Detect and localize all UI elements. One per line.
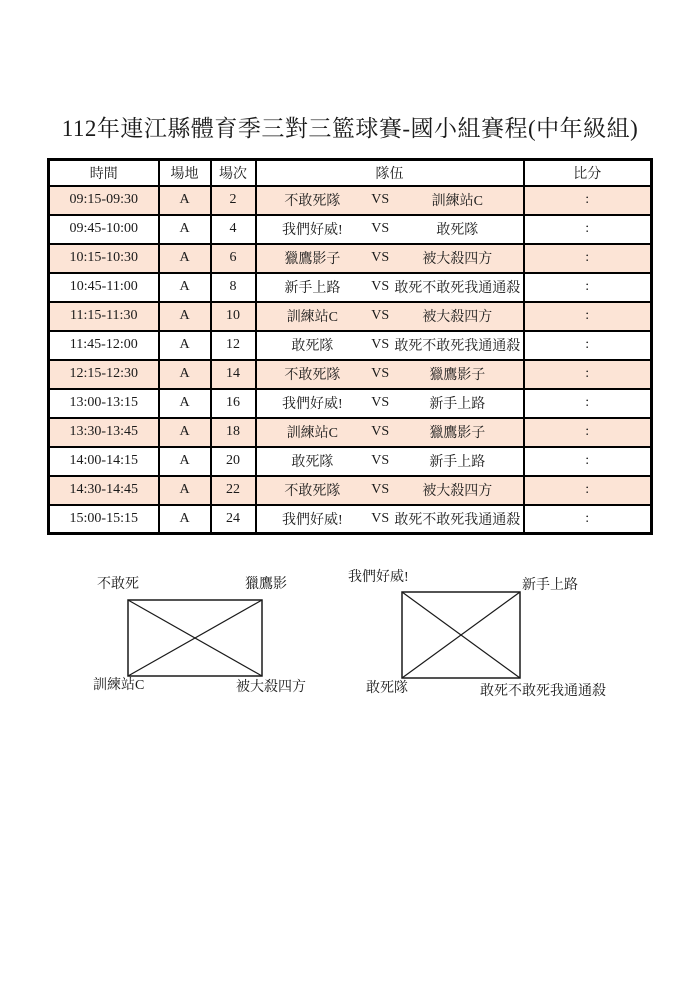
venue-cell: A [159,331,211,360]
bracket-team-label: 不敢死 [97,577,139,592]
header-teams: 隊伍 [256,160,524,186]
time-cell: 09:15-09:30 [49,186,159,215]
bracket-team-label: 敢死不敢死我通通殺 [480,684,606,699]
teams-cell [256,331,524,360]
match-cell: 10 [211,302,256,331]
time-cell: 14:00-14:15 [49,447,159,476]
teams-cell [256,505,524,534]
team2-name: 敢死不敢死我通通殺 [394,339,521,354]
team1-name: 訓練站C [286,310,339,325]
team2-name: 獵鷹影子 [429,426,486,441]
match-cell: 14 [211,360,256,389]
team2-name: 訓練站C [431,194,483,209]
time-cell: 11:15-11:30 [49,302,159,331]
team2-name: 新手上路 [429,397,486,412]
score-cell: : [524,476,652,505]
time-cell: 10:15-10:30 [49,244,159,273]
time-cell: 13:30-13:45 [49,418,159,447]
team1-name: 不敢死隊 [284,368,341,383]
venue-cell: A [159,505,211,534]
table-header-row [49,160,652,186]
teams-cell [256,273,524,302]
match-cell: 16 [211,389,256,418]
team1-name: 不敢死隊 [284,484,341,499]
team2-name: 敢死隊 [436,223,479,238]
score-cell: : [524,360,652,389]
vs-label: VS [371,337,390,352]
time-cell: 10:45-11:00 [49,273,159,302]
table-row [49,418,652,447]
score-cell: : [524,389,652,418]
bracket-team-label: 訓練站C [93,678,145,693]
vs-label: VS [371,192,390,207]
score-cell: : [524,244,652,273]
bracket-team-label: 我們好威! [348,570,409,585]
table-row [49,302,652,331]
teams-cell [256,244,524,273]
team1-name: 敢死隊 [291,455,334,470]
venue-cell: A [159,418,211,447]
match-cell: 8 [211,273,256,302]
header-score: 比分 [524,160,652,186]
venue-cell: A [159,476,211,505]
teams-cell [256,476,524,505]
table-row [49,331,652,360]
match-cell: 12 [211,331,256,360]
score-cell: : [524,505,652,534]
teams-cell [256,389,524,418]
team2-name: 敢死不敢死我通通殺 [394,281,521,296]
vs-label: VS [371,308,390,323]
venue-cell: A [159,447,211,476]
table-row [49,360,652,389]
team1-name: 我們好威! [282,223,343,238]
team2-name: 被大殺四方 [422,310,493,325]
score-cell: : [524,273,652,302]
time-cell: 13:00-13:15 [49,389,159,418]
bracket-team-label: 獵鷹影 [245,577,287,592]
header-venue: 場地 [159,160,211,186]
teams-cell [256,447,524,476]
table-row [49,273,652,302]
score-cell: : [524,302,652,331]
team2-name: 敢死不敢死我通通殺 [394,512,521,528]
bracket-team-label: 新手上路 [522,578,578,593]
venue-cell: A [159,215,211,244]
team1-name: 不敢死隊 [284,194,341,209]
match-cell: 20 [211,447,256,476]
table-row [49,389,652,418]
match-cell: 2 [211,186,256,215]
match-cell: 6 [211,244,256,273]
team1-name: 新手上路 [284,281,341,296]
table-row [49,505,652,534]
venue-cell: A [159,360,211,389]
score-cell: : [524,447,652,476]
page-title: 112年連江縣體育季三對三籃球賽-國小組賽程(中年級組) [61,116,639,141]
table-row [49,215,652,244]
vs-label: VS [371,279,390,294]
bracket-diagram-right [340,565,630,705]
header-time: 時間 [49,160,159,186]
vs-label: VS [371,482,390,497]
vs-label: VS [371,366,390,381]
bracket-diagram-left [85,575,315,705]
team1-name: 敢死隊 [291,339,334,354]
teams-cell [256,418,524,447]
teams-cell [256,186,524,215]
time-cell: 09:45-10:00 [49,215,159,244]
venue-cell: A [159,389,211,418]
schedule-table [47,158,653,535]
vs-label: VS [371,424,390,439]
match-cell: 4 [211,215,256,244]
table-row [49,186,652,215]
header-match: 場次 [211,160,256,186]
time-cell: 15:00-15:15 [49,505,159,534]
match-cell: 18 [211,418,256,447]
team1-name: 我們好威! [282,397,343,412]
team2-name: 新手上路 [429,455,486,470]
time-cell: 12:15-12:30 [49,360,159,389]
vs-label: VS [371,395,390,410]
venue-cell: A [159,273,211,302]
team2-name: 被大殺四方 [422,252,493,267]
venue-cell: A [159,244,211,273]
vs-label: VS [371,250,390,265]
score-cell: : [524,186,652,215]
score-cell: : [524,215,652,244]
time-cell: 14:30-14:45 [49,476,159,505]
team2-name: 被大殺四方 [422,484,493,499]
team2-name: 獵鷹影子 [429,368,486,383]
match-cell: 24 [211,505,256,534]
score-cell: : [524,331,652,360]
team1-name: 訓練站C [286,426,339,441]
bracket-team-label: 敢死隊 [366,681,408,696]
table-row [49,447,652,476]
teams-cell [256,360,524,389]
venue-cell: A [159,186,211,215]
venue-cell: A [159,302,211,331]
teams-cell [256,302,524,331]
table-row [49,476,652,505]
table-row [49,244,652,273]
bracket-team-label: 被大殺四方 [236,680,306,695]
vs-label: VS [371,510,390,526]
vs-label: VS [371,221,390,236]
match-cell: 22 [211,476,256,505]
score-cell: : [524,418,652,447]
time-cell: 11:45-12:00 [49,331,159,360]
vs-label: VS [371,453,390,468]
team1-name: 獵鷹影子 [284,252,341,267]
teams-cell [256,215,524,244]
team1-name: 我們好威! [282,512,343,528]
